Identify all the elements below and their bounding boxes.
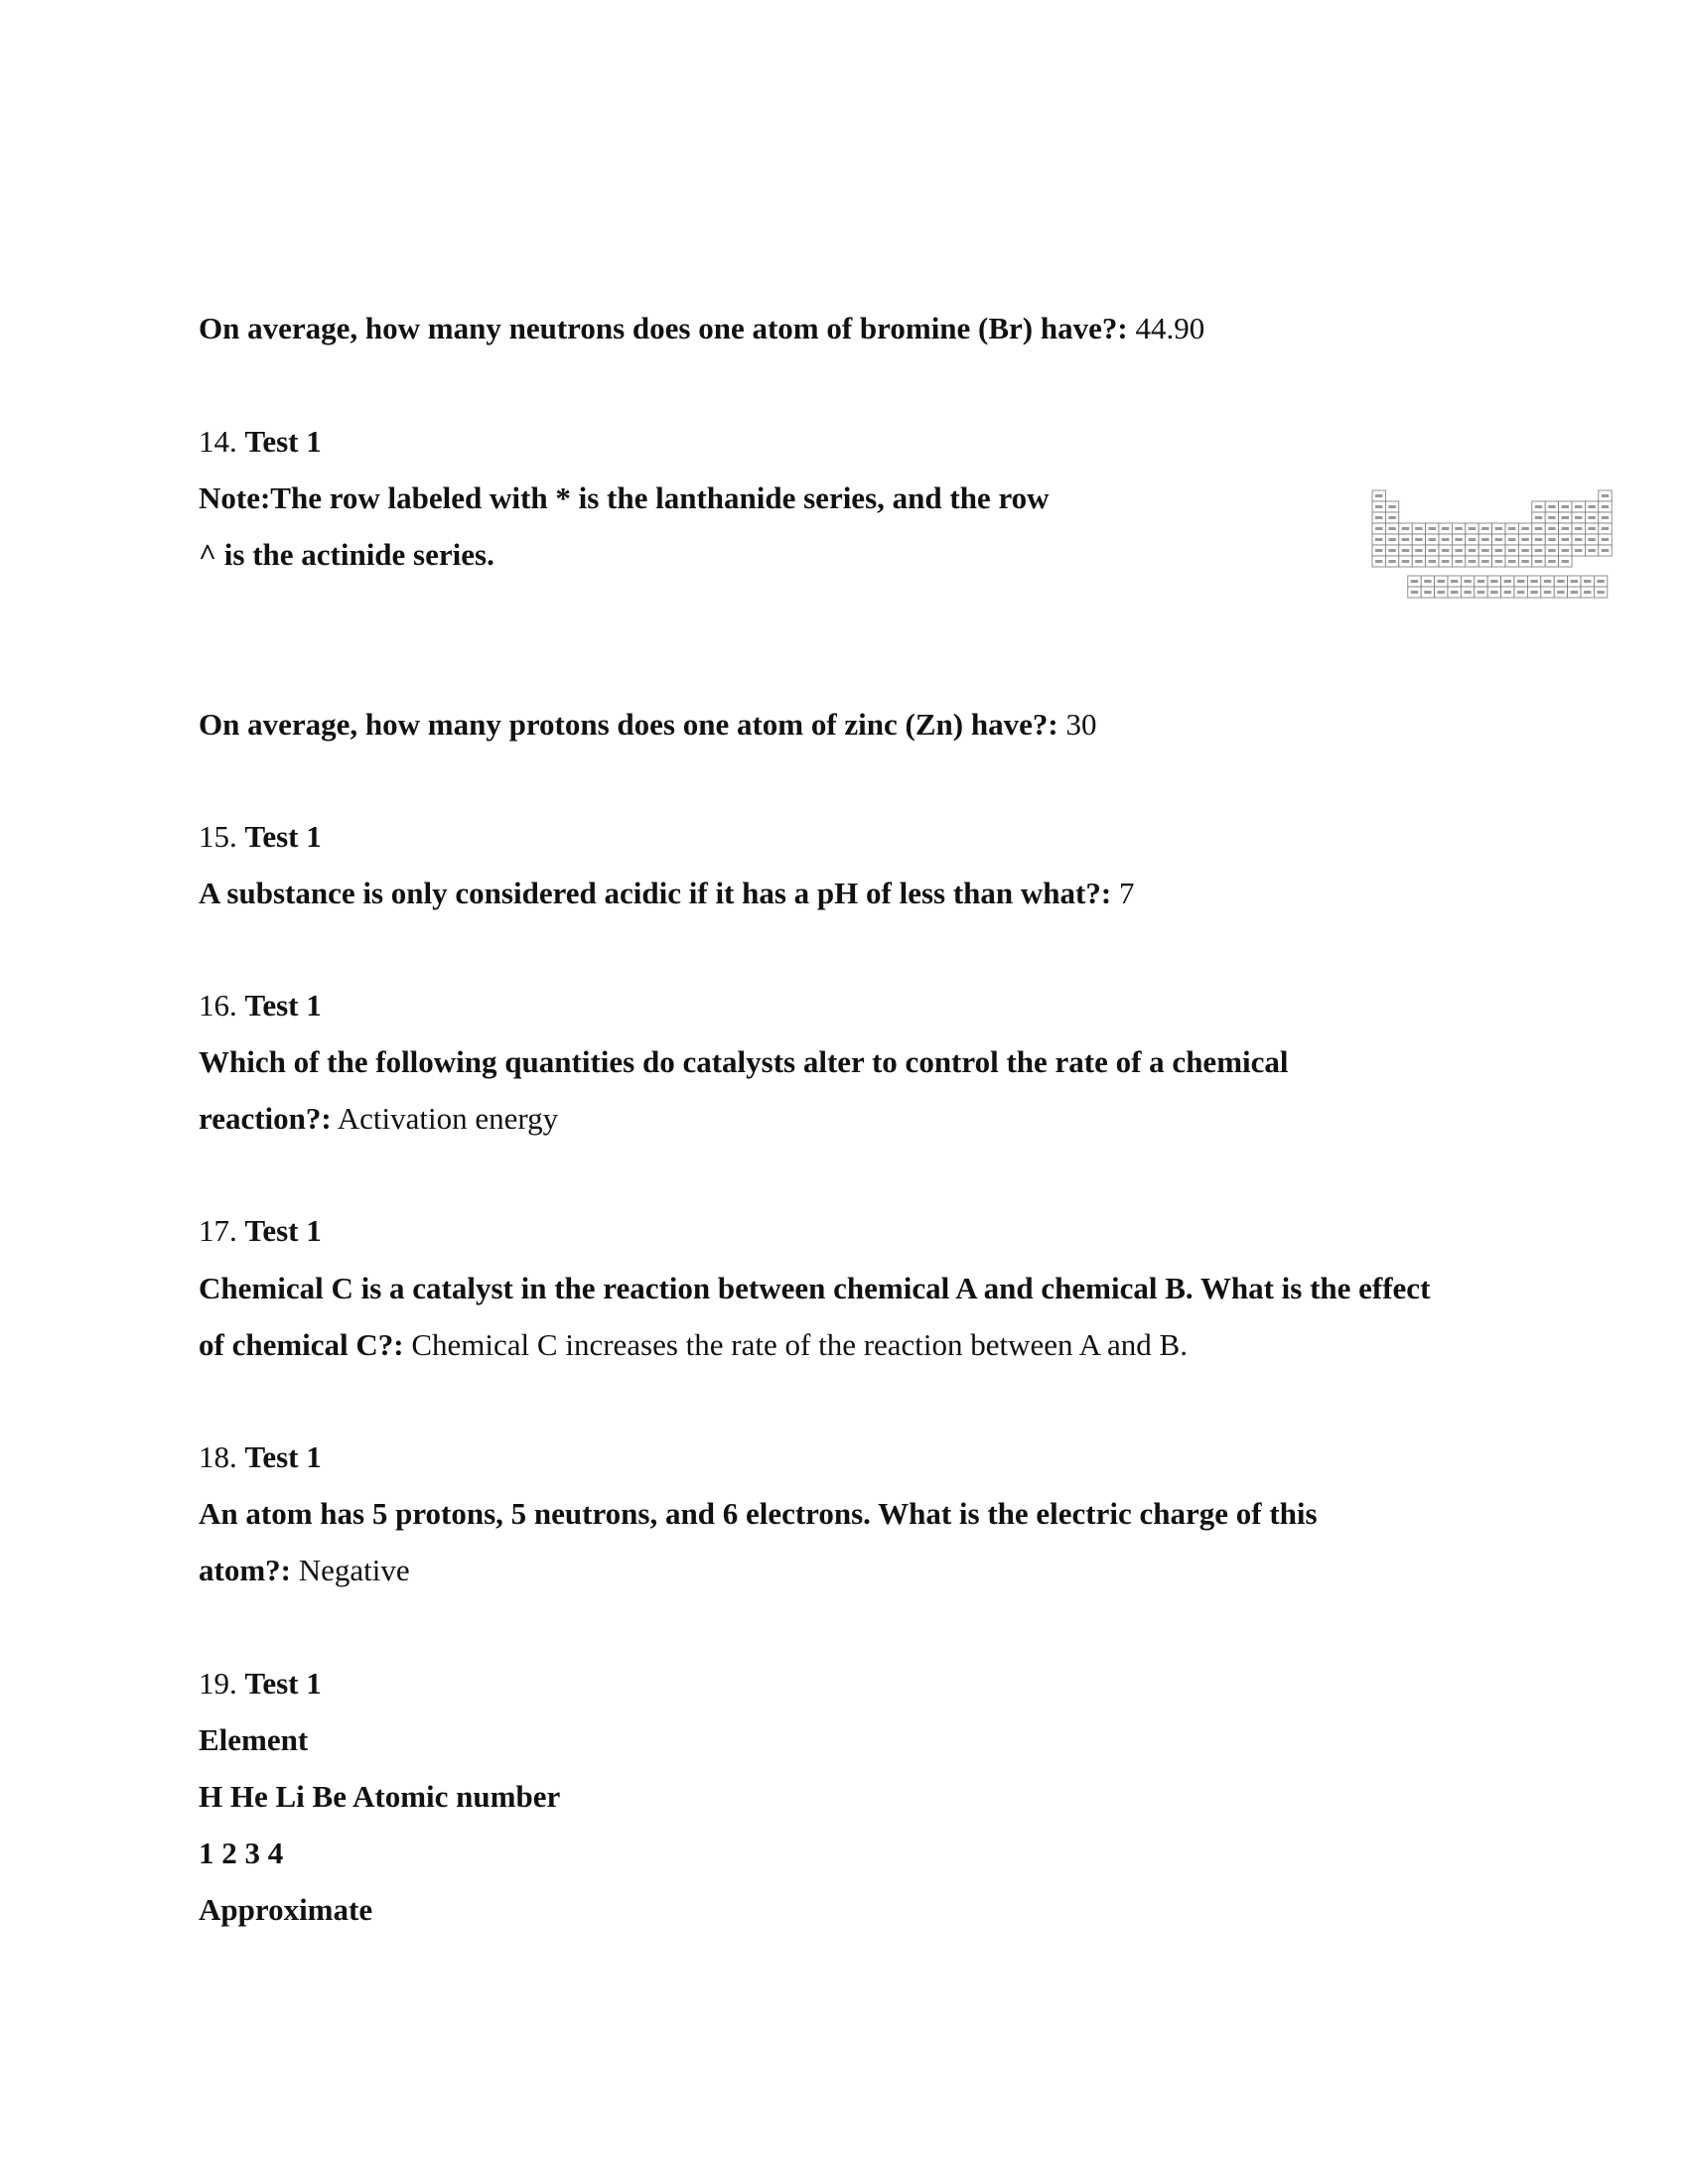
q17-label: Test 1 [244,1213,322,1248]
periodic-cell-mark [1442,538,1449,541]
q14-label: Test 1 [244,424,322,459]
periodic-cell-mark [1402,527,1409,530]
periodic-cell-mark [1375,505,1382,508]
periodic-table-image [1370,488,1628,622]
periodic-cell-mark [1535,505,1542,508]
periodic-cell-mark [1504,591,1511,594]
q17-question-line1: Chemical C is a catalyst in the reaction between chemical A and chemical B. What is the effect [199,1271,1431,1305]
periodic-cell-mark [1517,591,1524,594]
q19-line1: Element [199,1722,309,1757]
periodic-cell-mark [1535,516,1542,519]
periodic-cell-mark [1402,549,1409,552]
periodic-cell-mark [1548,538,1555,541]
periodic-cell-mark [1548,505,1555,508]
periodic-cell-mark [1451,580,1458,583]
q18-number: 18. [199,1439,237,1474]
q13-answer: 44.90 [1135,311,1205,345]
q15-question-line [199,874,1134,913]
q15-heading [199,817,322,857]
q17-question-line2 [199,1325,1188,1365]
periodic-cell-mark [1508,560,1515,563]
periodic-cell-mark [1588,527,1595,530]
periodic-cell-mark [1602,516,1609,519]
periodic-cell-mark [1521,560,1528,563]
periodic-cell-mark [1451,591,1458,594]
periodic-cell-mark [1469,560,1476,563]
periodic-cell-mark [1442,560,1449,563]
periodic-cell-mark [1575,527,1582,530]
periodic-cell-mark [1548,516,1555,519]
q16-question-end: reaction?: [199,1101,332,1136]
periodic-cell-mark [1402,560,1409,563]
periodic-cell-mark [1429,549,1436,552]
periodic-cell-mark [1375,549,1382,552]
q18-question-line1: An atom has 5 protons, 5 neutrons, and 6 electrons. What is the electric charge of this [199,1496,1318,1531]
periodic-cell-mark [1584,591,1591,594]
q17-question-end: of chemical C?: [199,1327,404,1362]
q18-question-line2 [199,1551,410,1590]
periodic-cell-mark [1455,527,1462,530]
periodic-cell-mark [1415,560,1422,563]
periodic-cell-mark [1548,560,1555,563]
periodic-table-icon [1370,488,1628,622]
periodic-cell-mark [1388,549,1395,552]
q14-note-line2: ^ is the actinide series. [199,537,494,572]
periodic-cell-mark [1495,527,1502,530]
q16-number: 16. [199,988,237,1023]
periodic-cell-mark [1481,560,1488,563]
periodic-cell-mark [1588,516,1595,519]
periodic-cell-mark [1442,527,1449,530]
periodic-cell-mark [1424,591,1431,594]
periodic-cell-mark [1562,505,1569,508]
periodic-cell-mark [1477,591,1484,594]
periodic-cell-mark [1438,591,1445,594]
q19-line2: H He Li Be Atomic number [199,1779,561,1814]
q17-heading [199,1211,322,1251]
periodic-cell-mark [1562,538,1569,541]
periodic-cell-mark [1575,505,1582,508]
periodic-cell-mark [1388,538,1395,541]
q15-number: 15. [199,819,237,854]
periodic-cell-mark [1508,538,1515,541]
periodic-cell-mark [1535,549,1542,552]
periodic-cell-mark [1411,591,1418,594]
periodic-cell-mark [1602,505,1609,508]
periodic-cell-mark [1588,505,1595,508]
periodic-cell-mark [1562,560,1569,563]
periodic-cell-mark [1548,549,1555,552]
periodic-cell-mark [1429,560,1436,563]
q18-question-end: atom?: [199,1553,291,1587]
q18-heading [199,1437,322,1477]
q16-answer: Activation energy [337,1101,559,1136]
periodic-cell-mark [1388,527,1395,530]
periodic-cell-mark [1469,549,1476,552]
periodic-cell-mark [1530,580,1537,583]
q14-answer: 30 [1065,707,1097,742]
periodic-cell-mark [1469,538,1476,541]
periodic-cell-mark [1481,549,1488,552]
q14-question-line [199,705,1096,745]
periodic-cell-mark [1517,580,1524,583]
periodic-cell-mark [1388,560,1395,563]
periodic-cell-mark [1415,527,1422,530]
periodic-cell-mark [1530,591,1537,594]
periodic-cell-mark [1411,580,1418,583]
periodic-cell-mark [1504,580,1511,583]
q17-answer: Chemical C increases the rate of the reaction between A and B. [411,1327,1188,1362]
periodic-cell-mark [1535,527,1542,530]
q14-heading [199,422,322,462]
periodic-cell-mark [1495,538,1502,541]
periodic-cell-mark [1495,549,1502,552]
periodic-cell-mark [1388,505,1395,508]
periodic-cell-mark [1521,527,1528,530]
periodic-cell-mark [1562,516,1569,519]
q14-note-line1: Note:The row labeled with * is the lanthanide series, and the row [199,480,1050,515]
q13-line [199,309,1204,348]
periodic-cell-mark [1575,538,1582,541]
periodic-cell-mark [1602,538,1609,541]
q19-line4: Approximate [199,1892,373,1927]
periodic-cell-mark [1481,527,1488,530]
periodic-cell-mark [1544,591,1551,594]
periodic-cell-mark [1602,549,1609,552]
q19-label: Test 1 [244,1666,322,1701]
periodic-cell-mark [1375,494,1382,497]
periodic-cell-mark [1477,580,1484,583]
periodic-cell-mark [1415,538,1422,541]
periodic-cell-mark [1424,580,1431,583]
periodic-cell-mark [1602,527,1609,530]
periodic-cell-mark [1602,494,1609,497]
periodic-cell-mark [1455,549,1462,552]
periodic-cell-mark [1557,580,1564,583]
periodic-cell-mark [1429,527,1436,530]
periodic-cell-mark [1562,549,1569,552]
periodic-cell-mark [1508,549,1515,552]
q19-line3: 1 2 3 4 [199,1836,284,1870]
periodic-cell-mark [1521,549,1528,552]
q15-answer: 7 [1118,876,1135,910]
periodic-cell-mark [1544,580,1551,583]
periodic-cell-mark [1597,591,1604,594]
periodic-cell-mark [1375,538,1382,541]
periodic-cell-mark [1588,549,1595,552]
q17-number: 17. [199,1213,237,1248]
periodic-cell-mark [1588,538,1595,541]
q15-label: Test 1 [244,819,322,854]
periodic-cell-mark [1464,591,1471,594]
periodic-cell-mark [1508,527,1515,530]
periodic-cell-mark [1438,580,1445,583]
periodic-cell-mark [1375,527,1382,530]
periodic-cell-mark [1375,560,1382,563]
periodic-cell-mark [1495,560,1502,563]
periodic-cell-mark [1490,580,1497,583]
periodic-cell-mark [1575,549,1582,552]
q16-question-line1: Which of the following quantities do catalysts alter to control the rate of a chemical [199,1044,1289,1079]
periodic-cell-mark [1571,591,1578,594]
periodic-cell-mark [1415,549,1422,552]
periodic-cell-mark [1469,527,1476,530]
periodic-cell-mark [1557,591,1564,594]
periodic-cell-mark [1597,580,1604,583]
q19-number: 19. [199,1666,237,1701]
periodic-cell-mark [1521,538,1528,541]
periodic-cell-mark [1571,580,1578,583]
periodic-cell-mark [1535,538,1542,541]
q18-answer: Negative [298,1553,410,1587]
periodic-cell-mark [1584,580,1591,583]
q14-question: On average, how many protons does one atom of zinc (Zn) have?: [199,707,1058,742]
q19-heading [199,1664,322,1704]
periodic-cell-mark [1535,560,1542,563]
periodic-cell-mark [1548,527,1555,530]
periodic-cell-mark [1429,538,1436,541]
periodic-cell-mark [1481,538,1488,541]
q15-question: A substance is only considered acidic if it has a pH of less than what?: [199,876,1112,910]
q16-question-line2 [199,1099,558,1139]
periodic-cell-mark [1442,549,1449,552]
periodic-cell-mark [1464,580,1471,583]
periodic-cell-mark [1562,527,1569,530]
periodic-cell-mark [1402,538,1409,541]
periodic-cell-mark [1490,591,1497,594]
periodic-cell-mark [1375,516,1382,519]
q18-label: Test 1 [244,1439,322,1474]
periodic-cell-mark [1455,538,1462,541]
periodic-cell-mark [1575,516,1582,519]
periodic-cell-mark [1455,560,1462,563]
q16-heading [199,986,322,1025]
periodic-cell-mark [1388,516,1395,519]
q14-number: 14. [199,424,237,459]
q13-question: On average, how many neutrons does one atom of bromine (Br) have?: [199,311,1128,345]
q16-label: Test 1 [244,988,322,1023]
